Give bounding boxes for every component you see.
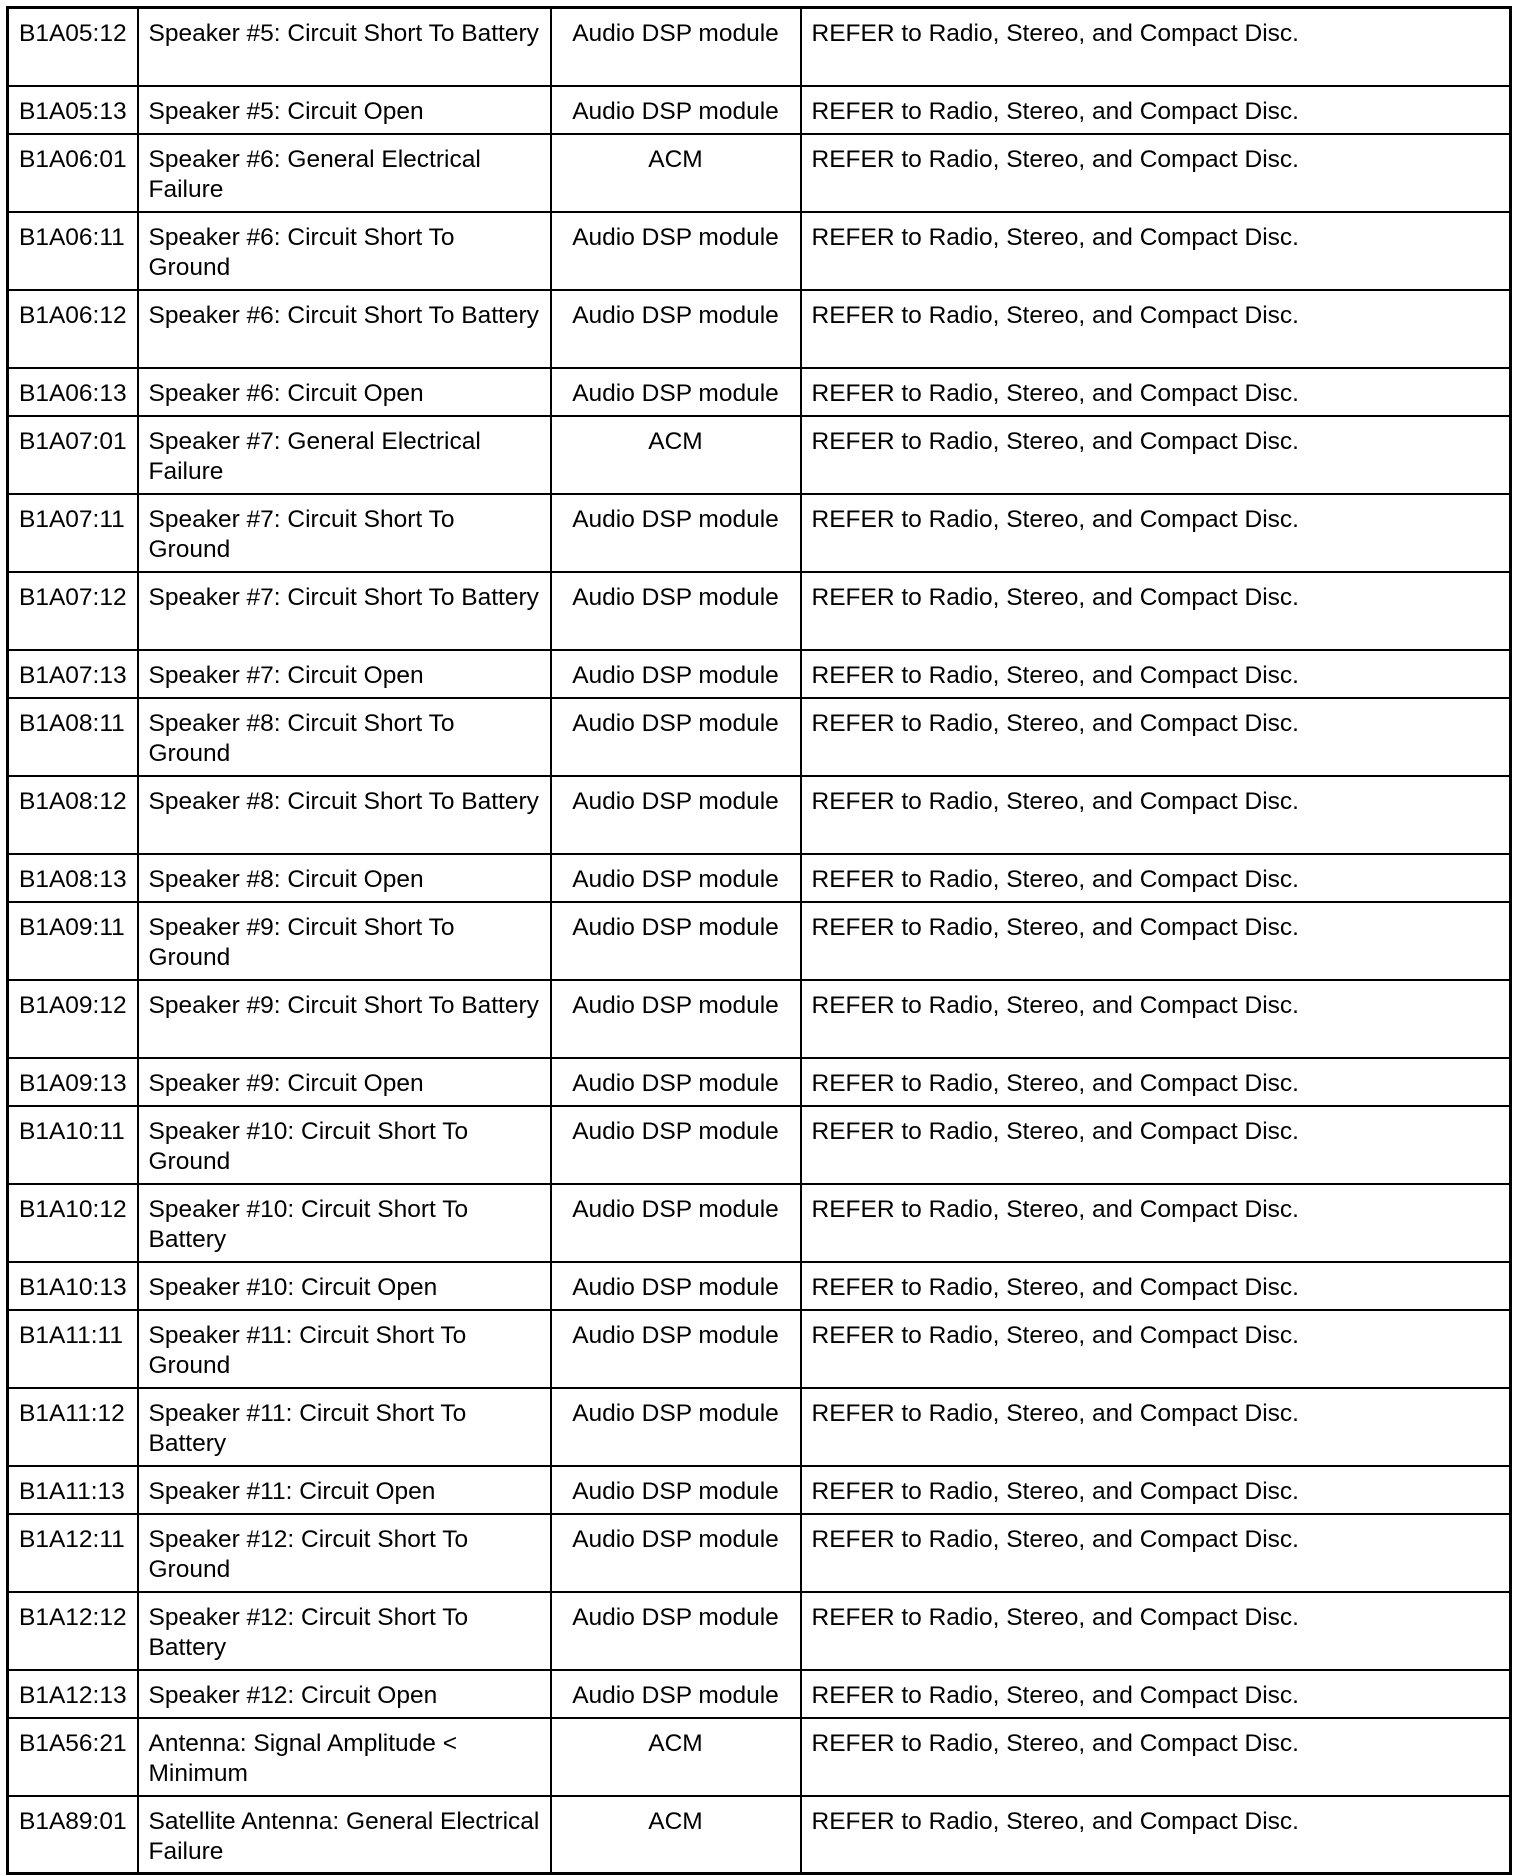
dtc-action-cell: REFER to Radio, Stereo, and Compact Disc. bbox=[801, 854, 1511, 902]
dtc-action-cell: REFER to Radio, Stereo, and Compact Disc. bbox=[801, 1796, 1511, 1874]
dtc-code-cell: B1A06:13 bbox=[8, 368, 138, 416]
dtc-action-cell: REFER to Radio, Stereo, and Compact Disc. bbox=[801, 980, 1511, 1058]
dtc-module-cell: Audio DSP module bbox=[551, 368, 801, 416]
dtc-description-cell: Speaker #7: Circuit Short To Ground bbox=[138, 494, 551, 572]
dtc-description-cell: Speaker #9: Circuit Open bbox=[138, 1058, 551, 1106]
table-row bbox=[8, 86, 1511, 134]
dtc-code-cell: B1A11:11 bbox=[8, 1310, 138, 1388]
dtc-table-body bbox=[8, 8, 1511, 1874]
table-row bbox=[8, 1466, 1511, 1514]
dtc-action-cell: REFER to Radio, Stereo, and Compact Disc. bbox=[801, 572, 1511, 650]
dtc-code-cell: B1A56:21 bbox=[8, 1718, 138, 1796]
dtc-module-cell: Audio DSP module bbox=[551, 290, 801, 368]
dtc-module-cell: Audio DSP module bbox=[551, 1106, 801, 1184]
dtc-description-cell: Speaker #11: Circuit Open bbox=[138, 1466, 551, 1514]
dtc-code-cell: B1A11:13 bbox=[8, 1466, 138, 1514]
dtc-module-cell: ACM bbox=[551, 416, 801, 494]
table-row bbox=[8, 212, 1511, 290]
dtc-module-cell: Audio DSP module bbox=[551, 572, 801, 650]
dtc-module-cell: ACM bbox=[551, 1796, 801, 1874]
dtc-action-cell: REFER to Radio, Stereo, and Compact Disc. bbox=[801, 416, 1511, 494]
dtc-module-cell: Audio DSP module bbox=[551, 1262, 801, 1310]
dtc-description-cell: Speaker #12: Circuit Short To Battery bbox=[138, 1592, 551, 1670]
dtc-description-cell: Speaker #6: General Electrical Failure bbox=[138, 134, 551, 212]
table-row bbox=[8, 494, 1511, 572]
dtc-module-cell: Audio DSP module bbox=[551, 1514, 801, 1592]
dtc-action-cell: REFER to Radio, Stereo, and Compact Disc. bbox=[801, 1310, 1511, 1388]
table-row bbox=[8, 1262, 1511, 1310]
table-row bbox=[8, 1106, 1511, 1184]
dtc-description-cell: Speaker #9: Circuit Short To Ground bbox=[138, 902, 551, 980]
dtc-action-cell: REFER to Radio, Stereo, and Compact Disc. bbox=[801, 1592, 1511, 1670]
dtc-code-cell: B1A11:12 bbox=[8, 1388, 138, 1466]
dtc-action-cell: REFER to Radio, Stereo, and Compact Disc. bbox=[801, 698, 1511, 776]
dtc-action-cell: REFER to Radio, Stereo, and Compact Disc. bbox=[801, 1718, 1511, 1796]
dtc-module-cell: Audio DSP module bbox=[551, 1592, 801, 1670]
table-row bbox=[8, 902, 1511, 980]
dtc-description-cell: Speaker #12: Circuit Short To Ground bbox=[138, 1514, 551, 1592]
dtc-description-cell: Satellite Antenna: General Electrical Failure bbox=[138, 1796, 551, 1874]
table-row bbox=[8, 1670, 1511, 1718]
dtc-module-cell: Audio DSP module bbox=[551, 212, 801, 290]
dtc-description-cell: Speaker #9: Circuit Short To Battery bbox=[138, 980, 551, 1058]
dtc-code-cell: B1A07:11 bbox=[8, 494, 138, 572]
dtc-code-cell: B1A05:13 bbox=[8, 86, 138, 134]
dtc-description-cell: Antenna: Signal Amplitude < Minimum bbox=[138, 1718, 551, 1796]
dtc-code-cell: B1A06:11 bbox=[8, 212, 138, 290]
dtc-code-cell: B1A12:13 bbox=[8, 1670, 138, 1718]
dtc-code-cell: B1A06:01 bbox=[8, 134, 138, 212]
dtc-module-cell: ACM bbox=[551, 1718, 801, 1796]
dtc-description-cell: Speaker #8: Circuit Open bbox=[138, 854, 551, 902]
dtc-description-cell: Speaker #8: Circuit Short To Battery bbox=[138, 776, 551, 854]
dtc-code-cell: B1A07:12 bbox=[8, 572, 138, 650]
table-row bbox=[8, 1718, 1511, 1796]
dtc-code-cell: B1A12:12 bbox=[8, 1592, 138, 1670]
dtc-module-cell: Audio DSP module bbox=[551, 1466, 801, 1514]
dtc-description-cell: Speaker #5: Circuit Open bbox=[138, 86, 551, 134]
dtc-module-cell: Audio DSP module bbox=[551, 86, 801, 134]
dtc-code-cell: B1A07:13 bbox=[8, 650, 138, 698]
dtc-module-cell: Audio DSP module bbox=[551, 8, 801, 86]
dtc-module-cell: Audio DSP module bbox=[551, 698, 801, 776]
dtc-code-cell: B1A08:11 bbox=[8, 698, 138, 776]
dtc-table bbox=[6, 6, 1512, 1875]
dtc-module-cell: Audio DSP module bbox=[551, 980, 801, 1058]
table-row bbox=[8, 8, 1511, 86]
table-row bbox=[8, 698, 1511, 776]
dtc-module-cell: Audio DSP module bbox=[551, 1310, 801, 1388]
dtc-description-cell: Speaker #5: Circuit Short To Battery bbox=[138, 8, 551, 86]
dtc-description-cell: Speaker #7: Circuit Open bbox=[138, 650, 551, 698]
dtc-description-cell: Speaker #7: Circuit Short To Battery bbox=[138, 572, 551, 650]
dtc-module-cell: Audio DSP module bbox=[551, 494, 801, 572]
dtc-action-cell: REFER to Radio, Stereo, and Compact Disc. bbox=[801, 86, 1511, 134]
dtc-code-cell: B1A10:11 bbox=[8, 1106, 138, 1184]
table-row bbox=[8, 1514, 1511, 1592]
table-row bbox=[8, 854, 1511, 902]
dtc-description-cell: Speaker #10: Circuit Short To Ground bbox=[138, 1106, 551, 1184]
dtc-description-cell: Speaker #10: Circuit Short To Battery bbox=[138, 1184, 551, 1262]
dtc-code-cell: B1A08:13 bbox=[8, 854, 138, 902]
dtc-code-cell: B1A05:12 bbox=[8, 8, 138, 86]
table-row bbox=[8, 1184, 1511, 1262]
dtc-code-cell: B1A10:13 bbox=[8, 1262, 138, 1310]
dtc-module-cell: Audio DSP module bbox=[551, 854, 801, 902]
table-row bbox=[8, 980, 1511, 1058]
dtc-code-cell: B1A08:12 bbox=[8, 776, 138, 854]
table-row bbox=[8, 1388, 1511, 1466]
dtc-description-cell: Speaker #10: Circuit Open bbox=[138, 1262, 551, 1310]
dtc-description-cell: Speaker #11: Circuit Short To Ground bbox=[138, 1310, 551, 1388]
dtc-module-cell: Audio DSP module bbox=[551, 1184, 801, 1262]
table-row bbox=[8, 1796, 1511, 1874]
table-row bbox=[8, 650, 1511, 698]
dtc-action-cell: REFER to Radio, Stereo, and Compact Disc. bbox=[801, 902, 1511, 980]
dtc-action-cell: REFER to Radio, Stereo, and Compact Disc. bbox=[801, 650, 1511, 698]
dtc-description-cell: Speaker #8: Circuit Short To Ground bbox=[138, 698, 551, 776]
dtc-action-cell: REFER to Radio, Stereo, and Compact Disc. bbox=[801, 290, 1511, 368]
dtc-code-cell: B1A07:01 bbox=[8, 416, 138, 494]
dtc-code-cell: B1A06:12 bbox=[8, 290, 138, 368]
dtc-action-cell: REFER to Radio, Stereo, and Compact Disc. bbox=[801, 776, 1511, 854]
dtc-module-cell: ACM bbox=[551, 134, 801, 212]
table-row bbox=[8, 572, 1511, 650]
dtc-action-cell: REFER to Radio, Stereo, and Compact Disc. bbox=[801, 1466, 1511, 1514]
dtc-action-cell: REFER to Radio, Stereo, and Compact Disc. bbox=[801, 134, 1511, 212]
dtc-action-cell: REFER to Radio, Stereo, and Compact Disc. bbox=[801, 1670, 1511, 1718]
dtc-action-cell: REFER to Radio, Stereo, and Compact Disc. bbox=[801, 1514, 1511, 1592]
dtc-code-cell: B1A89:01 bbox=[8, 1796, 138, 1874]
dtc-action-cell: REFER to Radio, Stereo, and Compact Disc. bbox=[801, 1262, 1511, 1310]
dtc-code-cell: B1A10:12 bbox=[8, 1184, 138, 1262]
dtc-code-cell: B1A09:11 bbox=[8, 902, 138, 980]
dtc-module-cell: Audio DSP module bbox=[551, 1670, 801, 1718]
table-row bbox=[8, 1592, 1511, 1670]
dtc-module-cell: Audio DSP module bbox=[551, 902, 801, 980]
dtc-description-cell: Speaker #6: Circuit Open bbox=[138, 368, 551, 416]
dtc-module-cell: Audio DSP module bbox=[551, 1058, 801, 1106]
dtc-action-cell: REFER to Radio, Stereo, and Compact Disc. bbox=[801, 1106, 1511, 1184]
dtc-description-cell: Speaker #7: General Electrical Failure bbox=[138, 416, 551, 494]
dtc-action-cell: REFER to Radio, Stereo, and Compact Disc. bbox=[801, 494, 1511, 572]
dtc-action-cell: REFER to Radio, Stereo, and Compact Disc. bbox=[801, 212, 1511, 290]
table-row bbox=[8, 368, 1511, 416]
table-row bbox=[8, 776, 1511, 854]
dtc-action-cell: REFER to Radio, Stereo, and Compact Disc. bbox=[801, 8, 1511, 86]
dtc-module-cell: Audio DSP module bbox=[551, 650, 801, 698]
dtc-module-cell: Audio DSP module bbox=[551, 776, 801, 854]
table-row bbox=[8, 1310, 1511, 1388]
dtc-module-cell: Audio DSP module bbox=[551, 1388, 801, 1466]
dtc-action-cell: REFER to Radio, Stereo, and Compact Disc. bbox=[801, 1388, 1511, 1466]
dtc-description-cell: Speaker #6: Circuit Short To Battery bbox=[138, 290, 551, 368]
dtc-action-cell: REFER to Radio, Stereo, and Compact Disc. bbox=[801, 1184, 1511, 1262]
dtc-code-cell: B1A09:13 bbox=[8, 1058, 138, 1106]
dtc-description-cell: Speaker #11: Circuit Short To Battery bbox=[138, 1388, 551, 1466]
dtc-code-cell: B1A12:11 bbox=[8, 1514, 138, 1592]
dtc-code-cell: B1A09:12 bbox=[8, 980, 138, 1058]
dtc-action-cell: REFER to Radio, Stereo, and Compact Disc. bbox=[801, 368, 1511, 416]
table-row bbox=[8, 290, 1511, 368]
table-row bbox=[8, 416, 1511, 494]
dtc-description-cell: Speaker #12: Circuit Open bbox=[138, 1670, 551, 1718]
dtc-action-cell: REFER to Radio, Stereo, and Compact Disc. bbox=[801, 1058, 1511, 1106]
table-row bbox=[8, 1058, 1511, 1106]
dtc-description-cell: Speaker #6: Circuit Short To Ground bbox=[138, 212, 551, 290]
table-row bbox=[8, 134, 1511, 212]
